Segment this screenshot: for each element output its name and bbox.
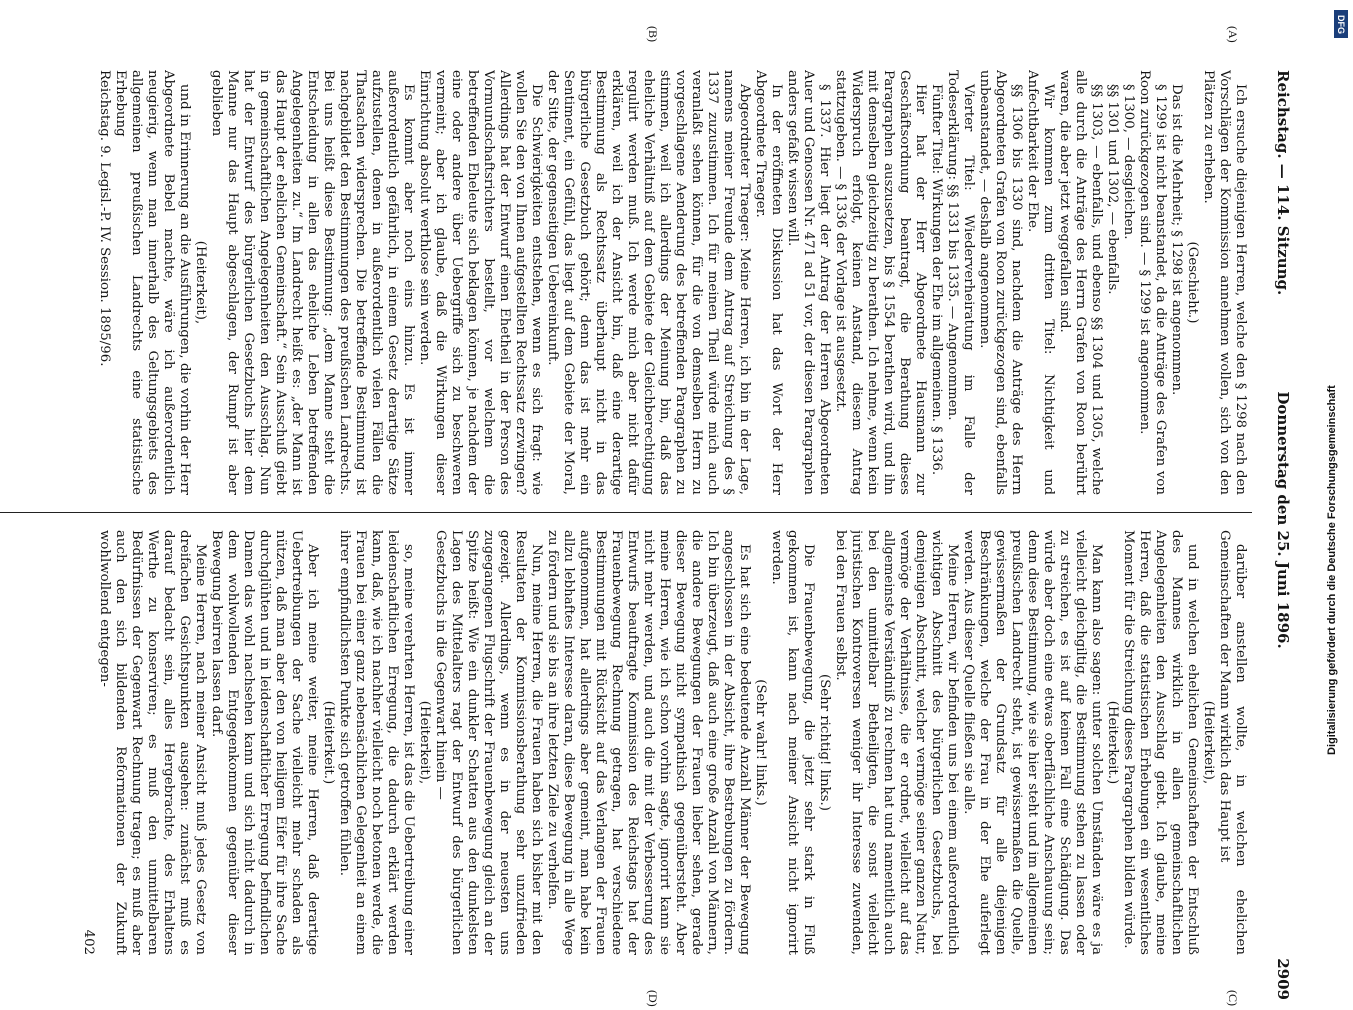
paragraph: In der eröffneten Diskussion hat das Wort der Herr Abgeordnete Traeger.	[753, 70, 784, 495]
paragraph: Vierter Titel: Wiederverheiratung im Falle der Todeserklärung: §§ 1331 bis 1335. — Angenommen.	[945, 70, 976, 495]
paragraph: (Geschieht.)	[1185, 241, 1200, 324]
paragraph: (Heiterkeit),	[193, 240, 208, 325]
left-column	[0, 70, 1248, 495]
margin-mark-d: (D)	[646, 990, 660, 1007]
paragraph: Die Schwierigkeiten entstehen, wenn es sich fragt: wie wollen Sie den von Ihnen aufgestellten Rechtssatz erzwingen? Allerdings hat der Entwurf einen Ehetheil in der Person des Vormundschaftsrichters bestellt, vor welchem die betreffenden Eheleute sich beklagen können, je nachdem der eine oder andere über Uebergriffe sich zu beschweren vermeint; aber ich glaube, daß die Wirkungen dieser Einrichtung absolut werthlose sein werden.	[417, 70, 544, 495]
paragraph: (Sehr richtig! links.)	[817, 674, 832, 811]
paragraph: Abgeordneter Traeger: Meine Herren, ich bin in der Lage, namens meiner Freunde dem Antrag auf Streichung des § 1337 zuzustimmen. Ich für meinen Theil würde mich auch veranlaßt sehen können, für die von demselben Herrn zu vorgeschlagene Aenderung des betreffenden Paragraphen zu stimmen, weil ich allerdings der Meinung bin, daß das eheliche Verhältniß auf dem Gebiete der Gleichberechtigung regulirt werden muß. Ich werde mich aber nicht dafür erklären, weil ich der Ansicht bin, daß eine derartige Bestimmung als Rechtssatz überhaupt nicht in das bürgerliche Gesetzbuch gehört; denn das ist mehr ein Sentiment, ein Gefühl, das liegt auf dem Gebiete der Moral, der Sitte, der gegenseitigen Uebereinkunft.	[545, 70, 752, 495]
page-number: 2909	[1274, 958, 1292, 1000]
margin-mark-b: (B)	[646, 26, 660, 42]
column-divider	[0, 512, 1252, 513]
paragraph: Es kommt aber noch eins hinzu. Es ist immer außerordentlich gefährlich, in einem Gesetz derartige Sätze aufzustellen, denen in außerordentlich vielen Fällen die Thatsachen widersprechen. Die betreffende Bestimmung ist nachgebildet den Bestimmungen des preußischen Landrechts. Bei uns heißt diese Bestimmung: „dem Manne steht die Entscheidung in allen das eheliche Leben betreffenden Angelegenheiten zu.“ Im Landrecht heißt es: „der Mann ist das Haupt der ehelichen Gemeinschaft.“ Sein Ausschuß giebt in gemeinschaftlichen Angelegenheiten den Ausschlag. Nun hat der Entwurf des bürgerlichen Gesetzbuchs hier dem Manne nur das Haupt abgeschlagen, der Rumpf ist aber geblieben	[209, 70, 416, 495]
paragraph: und in Erinnerung an die Ausführungen, die vorhin der Herr Abgeordnete Bebel machte, wäre ich außerordentlich neugierig, wenn man innerhalb des Geltungsgebiets des allgemeinen preußischen Landrechts eine statistische Erhebung	[113, 70, 192, 495]
signature-mark: 402	[81, 929, 96, 955]
paragraph: §§ 1306 bis 1330 sind, nachdem die Anträge des Herrn Abgeordneten Grafen von Roon zurückgezogen sind, ebenfalls unbeanstandet, — deshalb angenommen.	[977, 70, 1024, 495]
paragraph: (Sehr wahr! links.)	[753, 679, 768, 806]
paragraph: (Heiterkeit.)	[1105, 700, 1120, 785]
paragraph: (Heiterkeit),	[417, 700, 432, 785]
paragraph: § 1299 ist nicht beanstandet, da die Anträge des Grafen von Roon zurückgezogen sind. — § 1299 ist angenommen.	[1137, 70, 1168, 495]
paragraph: Fünfter Titel: Wirkungen der Ehe im allgemeinen. § 1336.	[929, 84, 944, 476]
paragraph: so, meine verehrten Herren, ist das die Uebertreibung einer leidenschaftlichen Erregung, die dadurch erklärt werden kann, daß, wie ich nachher vielleicht noch betonen werde, die Frauen bei einer ganz nebensächlichen Gelegenheit an einem ihrer empfindlichsten Punkte sich getroffen fühlen.	[337, 530, 416, 955]
header-date: Donnerstag den 25. Juni 1896.	[1274, 391, 1292, 649]
paragraph: (Heiterkeit),	[1201, 700, 1216, 785]
page-header	[1262, 30, 1292, 1010]
paragraph: Hier hat der Herr Abgeordnete Hausmann zur Geschäftsordnung beantragt, die Berathung dieses Paragraphen auszusetzen, bis § 1554 berathen wird, und ihn mit demselben gleichzeitig zu berathen. Ich nehme, wenn kein Widerspruch erfolgt, keinen Anstand, diesem Antrag stattzugeben. — § 1336 der Vorlage ist ausgesetzt.	[833, 70, 928, 495]
paragraph: § 1300, — desgleichen.	[1121, 84, 1136, 240]
paragraph: §§ 1301 und 1302, — ebenfalls.	[1105, 84, 1120, 295]
paragraph: Man kann also sagen: unter solchen Umständen wäre es ja vielleicht gleichgiltig, die Bestimmung stehen zu lassen oder zu streichen, es ist auf keinen Fall eine Schädigung. Das würde aber doch eine etwas oberflächliche Anschauung sein; denn diese Bestimmung, wie sie hier steht und im allgemeinen preußischen Landrecht steht, ist gewissermaßen die Quelle, gewissermaßen der Grundsatz für alle diejenigen Beschränkungen, welche der Frau in der Ehe auferlegt werden. Aus dieser Quelle fließen sie alle.	[961, 530, 1104, 955]
paragraph: darüber anstellen wollte, in welchen ehelichen Gemeinschaften der Mann wirklich das Haupt ist	[1217, 530, 1248, 955]
right-column	[0, 530, 1248, 955]
digitization-note: Digitalisierung gefördert durch die Deutsche Forschungsgemeinschaft	[1326, 385, 1338, 755]
paragraph: Wir kommen zum dritten Titel: Nichtigkeit und Anfechtbarkeit der Ehe.	[1025, 70, 1056, 495]
paragraph: Aber ich meine weiter, meine Herren, daß derartige Uebertreibungen der Sache vielleicht mehr schaden als nützen, daß man aber den von heiligem Eifer für ihre Sache durchglühten und in leidenschaftlicher Erregung befindlichen Damen das wohl nachsehen kann und sich nicht dadurch in dem wohlwollenden Entgegenkommen gegenüber dieser Bewegung beirren lassen darf.	[209, 530, 320, 955]
scanned-page	[0, 26, 1300, 1010]
paragraph: Meine Herren, wir befinden uns bei einem außerordentlich wichtigen Abschnitt des bürgerlichen Gesetzbuchs, bei demjenigen Abschnitt, welcher vermöge seiner ganzen Natur, vermöge der Verhältnisse, die er ordnet, vielleicht auf das allgemeinste Verständniß zu rechnen hat und namentlich auch bei den unmittelbar Betheiligten, die sonst vielleicht juristischen Kontroversen weniger ihr Interesse zuwenden, bei den Frauen selbst.	[833, 530, 960, 955]
paragraph: Nun, meine Herren, die Frauen haben sich bisher mit den Resultaten der Kommissionsberathung sehr unzufrieden gezeigt. Allerdings, wenn es in der neuesten uns zugegangenen Flugschrift der Frauenbewegung gleich an der Spitze heißt: Wie ein dunkler Schatten aus den dunkelsten Lagen des Mittelalters ragt der Entwurf des bürgerlichen Gesetzbuchs in die Gegenwart hinein —	[433, 530, 544, 955]
margin-mark-a: (A)	[1226, 26, 1240, 43]
paragraph: Es hat sich eine bedeutende Anzahl Männer der Bewegung angeschlossen in der Absicht, ihre Bestrebungen zu fördern. Ich bin überzeugt, daß auch eine große Anzahl von Männern, die andere Bewegungen der Frauen lieber sehen, gerade dieser Bewegung nicht sympathisch gegenübersteht. Aber meine Herren, wie ich schon vorhin sagte, ignorirt kann sie nicht mehr werden, und auch die mit der Verbesserung des Entwurfs beauftragte Kommission des Reichstags hat der Frauenbewegung Rechnung getragen, hat verschiedene Bestimmungen mit Rücksicht auf das Verlangen der Frauen aufgenommen, hat allerdings aber gemeint, man habe kein allzu lebhaftes Interesse daran, diese Bewegung in alle Wege zu fördern und sie bis an ihre letzten Ziele zu verhelfen.	[545, 530, 752, 955]
paragraph: (Heiterkeit.)	[321, 700, 336, 785]
paragraph: und in welchen ehelichen Gemeinschaften der Entschluß des Mannes wirklich in allen gemeinschaftlichen Angelegenheiten den Ausschlag giebt. Ich glaube, meine Herren, daß die statistischen Erhebungen ein wesentliches Moment für die Streichung dieses Paragraphen bilden würde.	[1121, 530, 1200, 955]
paragraph: §§ 1303, — ebenfalls, und ebenso §§ 1304 und 1305, welche alle durch die Anträge des Herrn Grafen von Roon berührt waren, die aber jetzt weggefallen sind.	[1057, 70, 1104, 495]
paragraph: Ich ersuche diejenigen Herren, welche den § 1298 nach den Vorschlägen der Kommission annehmen wollen, sich von den Plätzen zu erheben.	[1201, 70, 1248, 495]
paragraph: Die Frauenbewegung, die jetzt sehr stark in Fluß gekommen ist, kann nach meiner Ansicht nicht ignorirt werden.	[769, 530, 816, 955]
paragraph: Meine Herren, nach meiner Ansicht muß jedes Gesetz von dreifachen Gesichtspunkten ausgehen: zunächst muß es darauf bedacht sein, alles Hergebrachte, des Erhaltens Werthe zu konserviren; es muß den unmittelbaren Bedürfnissen der Gegenwart Rechnung tragen; es muß aber auch den sich bildenden Reformationen der Zukunft wohlwollend entgegen-	[97, 530, 208, 955]
header-session: Reichstag. — 114. Sitzung.	[1274, 70, 1292, 296]
dfg-logo: DFG	[1334, 10, 1348, 38]
margin-mark-c: (C)	[1226, 990, 1240, 1006]
footer-session-info: Reichstag. 9. Legisl.-P. IV. Session. 1895/96.	[97, 70, 112, 367]
paragraph: Das ist die Mehrheit; § 1298 ist angenommen.	[1169, 84, 1184, 396]
paragraph: § 1337. Hier liegt der Antrag der Herren Abgeordneten Auer und Genossen Nr. 471 ad 51 vor, der diesen Paragraphen anders gefaßt wissen will.	[785, 70, 832, 495]
